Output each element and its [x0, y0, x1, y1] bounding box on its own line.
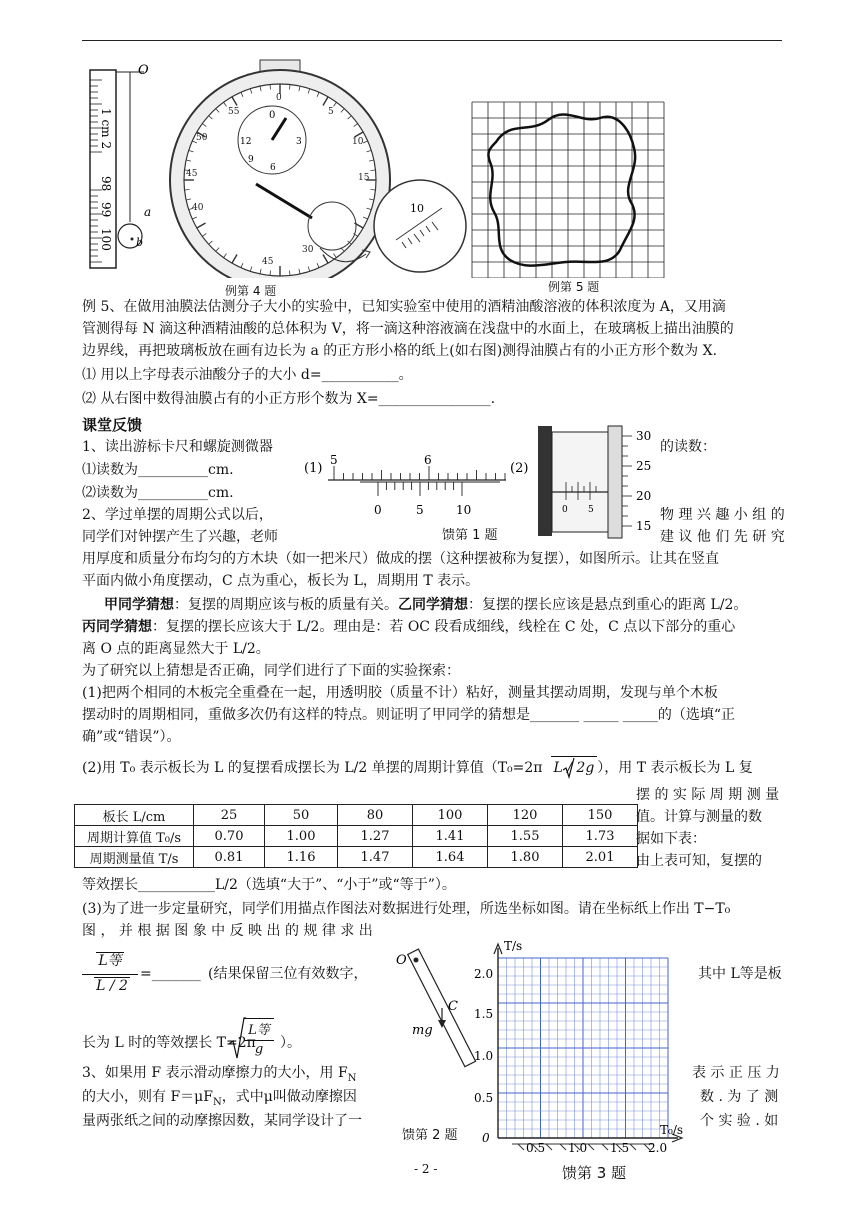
- micrometer-5: 5: [588, 505, 594, 515]
- graph-x-tick: 0.5: [526, 1141, 546, 1155]
- graph-origin: 0: [482, 1131, 490, 1145]
- stopwatch-inner-label: 6: [270, 163, 276, 173]
- graph-y-tick: 0.5: [474, 1091, 494, 1105]
- table-cell: 1.16: [265, 847, 338, 868]
- ex5-line: 边界线，再把玻璃板放在画有边长为 a 的正方形小格的纸上(如右图)测得油膜占有的小正方形个数为 X.: [82, 343, 718, 359]
- table-cell: 1.27: [338, 826, 413, 847]
- step2-radical-sign: [562, 756, 576, 780]
- ruler-b-label: b: [136, 236, 144, 249]
- pendulum-o-label: O: [396, 953, 407, 968]
- table-cell: 120: [488, 805, 563, 826]
- table-cell: 周期计算值 T₀/s: [75, 826, 194, 847]
- stopwatch-outer-label: 5: [328, 107, 334, 117]
- formula-end: ）。: [280, 1035, 301, 1051]
- page-number: - 2 -: [414, 1162, 438, 1176]
- fb3-side: 个 实 验 . 如: [700, 1113, 779, 1129]
- formula-radical-sign: [228, 1014, 246, 1062]
- table-cell: 板长 L/cm: [75, 805, 194, 826]
- table-cell: 0.70: [194, 826, 265, 847]
- formula-rad-num: L等: [244, 1018, 274, 1038]
- graph-y-tick: 1.0: [474, 1049, 494, 1063]
- fb2-line: 建 议 他 们 先 研 究: [660, 529, 785, 545]
- micrometer-figure: [536, 424, 660, 540]
- micrometer-0: 0: [562, 505, 568, 515]
- step2-side: 据如下表：: [636, 831, 706, 847]
- step1-line: (1)把两个相同的木板完全重叠在一起，用透明胶（质量不计）粘好，测量其摆动周期，发现与单个木板: [82, 685, 718, 701]
- caliper-label-1: (1): [304, 461, 323, 476]
- fb3-line: 量两张纸之间的动摩擦因数，某同学设计了一: [82, 1113, 362, 1129]
- stopwatch-outer-label: 30: [302, 245, 314, 255]
- graph-y-label: T/s: [504, 939, 523, 953]
- step2-side: 由上表可知，复摆的: [636, 853, 762, 869]
- table-cell: 100: [413, 805, 488, 826]
- graph-x-label: T₀/s: [660, 1123, 684, 1137]
- fb2-line: 用厚度和质量分布均匀的方木块（如一把米尺）做成的摆（这种摆被称为复摆），如图所示。让其在竖直: [82, 551, 719, 567]
- stopwatch-outer-label: 15: [358, 173, 370, 183]
- stopwatch-outer-label: 55: [228, 107, 240, 117]
- guess-jia-text: ：复摆的周期应该与板的质量有关。: [174, 597, 398, 613]
- fraction-bar: [82, 974, 138, 975]
- pendulum-c-label: C: [448, 999, 458, 1014]
- fb1-reading-2: ⑵读数为__________cm.: [82, 485, 234, 501]
- step1-line: 确”或“错误”）。: [82, 729, 181, 745]
- table-cell: 25: [194, 805, 265, 826]
- table-row: [75, 826, 638, 847]
- formula-rad-bar: [244, 1040, 274, 1041]
- caliper-label-2: (2): [510, 461, 529, 476]
- table-cell: 1.64: [413, 847, 488, 868]
- caliper-main-6: 6: [424, 453, 432, 467]
- period-table: [74, 804, 638, 868]
- table-cell: 1.73: [563, 826, 638, 847]
- table-cell: 周期测量值 T/s: [75, 847, 194, 868]
- oil-film-grid-figure: [470, 100, 666, 278]
- fb1-reading-1: ⑴读数为__________cm.: [82, 462, 234, 478]
- micrometer-30: 30: [636, 429, 652, 443]
- figure5-caption: 例第 5 题: [548, 280, 600, 294]
- vernier-caliper-figure: [300, 450, 540, 544]
- step2-line: [82, 756, 753, 779]
- ex5-question-1: ⑴ 用以上字母表示油酸分子的大小 d=___________。: [82, 367, 413, 383]
- fb2-caption: 馈第 2 题: [402, 1128, 458, 1143]
- table-cell: 1.55: [488, 826, 563, 847]
- fraction-equals: =_______: [140, 966, 201, 982]
- step2-side: 值。计算与测量的数: [636, 809, 762, 825]
- fb2-line: 同学们对钟摆产生了兴趣，老师: [82, 529, 278, 545]
- table-cell: 2.01: [563, 847, 638, 868]
- step2-side: 摆 的 实 际 周 期 测 量: [636, 787, 780, 803]
- step2-text-b: ），用 T 表示板长为 L 复: [597, 760, 753, 776]
- table-row: [75, 847, 638, 868]
- fb3-side: 数 . 为 了 测: [700, 1089, 779, 1105]
- guess-jia-yi: [104, 594, 747, 616]
- caliper-main-5: 5: [330, 453, 338, 467]
- table-cell: 80: [338, 805, 413, 826]
- magnifier-label: 10: [410, 202, 424, 215]
- caliper-vernier-0: 0: [374, 503, 382, 517]
- table-cell: 150: [563, 805, 638, 826]
- stopwatch-inner-label: 9: [248, 155, 254, 165]
- fraction-numerator: L等: [98, 953, 122, 969]
- fb3-line: 的大小，则有 $F=\mu F_N$，式中μ叫做动摩擦因: [82, 1089, 357, 1108]
- fb1-line: 的读数：: [660, 439, 716, 455]
- ex5-line: 管测得每 N 滴这种酒精油酸的总体积为 V，将一滴这种溶液滴在浅盘中的水面上，在玻璃板上描出油膜的: [82, 321, 734, 337]
- fb3-side: 表 示 正 压 力: [692, 1065, 780, 1081]
- fraction-denominator: L / 2: [96, 978, 128, 994]
- fb3-caption: 馈第 3 题: [562, 1164, 627, 1182]
- step1-line: 摆动时的周期相同，重做多次仍有这样的特点。则证明了甲同学的猜想是_______ _____ _____的（选填“正: [82, 707, 736, 723]
- graph-x-tick: 2.0: [648, 1141, 668, 1155]
- header-rule: [82, 40, 782, 41]
- stopwatch-figure: [152, 58, 472, 278]
- guess-bing-text: ：复摆的摆长应该大于 L/2。理由是：若 OC 段看成细线，线栓在 C 处，C 点以下部分的重心: [152, 619, 736, 635]
- step2-text-a: (2)用 T₀ 表示板长为 L 的复摆看成摆长为 L/2 单摆的周期计算值（T₀=2π: [82, 760, 543, 776]
- ex5-question-2: ⑵ 从右图中数得油膜占有的小正方形个数为 X=________________.: [82, 391, 496, 407]
- table-cell: 1.00: [265, 826, 338, 847]
- fb1-line: 1、读出游标卡尺和螺旋测微器: [82, 439, 273, 455]
- caliper-vernier-5: 5: [416, 503, 424, 517]
- stopwatch-outer-label: 45: [186, 169, 198, 179]
- table-cell: 50: [265, 805, 338, 826]
- stopwatch-outer-label: 40: [192, 203, 204, 213]
- ruler-a-label: a: [144, 205, 152, 219]
- fb1-caption: 馈第 1 题: [442, 528, 498, 543]
- graph-x-tick: 1.0: [568, 1141, 588, 1155]
- guess-bing-heading: 丙同学猜想: [82, 619, 152, 635]
- figure4-caption: 例第 4 题: [225, 284, 277, 298]
- guess-bing-line2: 离 O 点的距离显然大于 L/2。: [82, 641, 270, 657]
- ruler-100-label: 100: [99, 228, 113, 251]
- stopwatch-inner-zero: 0: [269, 110, 276, 121]
- stopwatch-outer-label: 45: [262, 257, 274, 267]
- ruler-cm-label: 1 cm 2: [99, 108, 113, 149]
- stopwatch-outer-label: 50: [196, 133, 208, 143]
- step3-formula: 长为 L 时的等效摆长 T=2π: [82, 1035, 256, 1051]
- step3-side: 其中 L等是板: [698, 966, 782, 982]
- micrometer-25: 25: [636, 459, 652, 473]
- table-cell: 1.47: [338, 847, 413, 868]
- explore-line: 为了研究以上猜想是否正确，同学们进行了下面的实验探索：: [82, 663, 460, 679]
- table-cell: 0.81: [194, 847, 265, 868]
- ruler-99-label: 99: [99, 202, 113, 218]
- fb2-line: 物 理 兴 趣 小 组 的: [660, 507, 785, 523]
- guess-yi-heading: 乙同学猜想: [398, 597, 468, 613]
- step3-line: 图 ， 并 根 据 图 象 中 反 映 出 的 规 律 求 出: [82, 923, 373, 939]
- section-heading: 课堂反馈: [82, 416, 143, 434]
- graph-y-tick: 2.0: [474, 967, 494, 981]
- pendulum-mg-label: mg: [412, 1023, 433, 1038]
- table-cell: 1.41: [413, 826, 488, 847]
- table-cell: 1.80: [488, 847, 563, 868]
- t-t0-graph: [468, 938, 692, 1158]
- stopwatch-inner-label: 3: [296, 137, 302, 147]
- micrometer-15: 15: [636, 519, 652, 533]
- guess-bing: [82, 616, 735, 638]
- fb2-line: 2、学过单摆的周期公式以后，: [82, 507, 273, 523]
- step3-line: (3)为了进一步定量研究，同学们用描点作图法对数据进行处理，所选坐标如图。请在坐标纸上作出 T−T₀: [82, 901, 731, 917]
- table-header-row: [75, 805, 638, 826]
- ex5-line: 例 5、在做用油膜法估测分子大小的实验中，已知实验室中使用的酒精油酸溶液的体积浓度为 A，又用滴: [82, 299, 726, 315]
- guess-jia-heading: 甲同学猜想: [104, 597, 174, 613]
- guess-yi-text: ：复摆的摆长应该是悬点到重心的距离 L/2。: [468, 597, 748, 613]
- ruler-o-label: O: [138, 63, 149, 78]
- caliper-vernier-10: 10: [456, 503, 472, 517]
- stopwatch-outer-label: 10: [352, 137, 364, 147]
- step2-sqrt: L / 2g: [551, 756, 598, 779]
- stopwatch-outer-label: 0: [276, 93, 282, 103]
- graph-x-tick: 1.5: [610, 1141, 630, 1155]
- graph-y-tick: 1.5: [474, 1007, 494, 1021]
- ruler-98-label: 98: [99, 176, 113, 192]
- step2-conclusion: 等效摆长___________L/2（选填“大于”、“小于”或“等于”）。: [82, 877, 456, 893]
- ruler-pendulum-figure: [86, 60, 156, 272]
- fb2-line: 平面内做小角度摆动，C 点为重心，板长为 L，周期用 T 表示。: [82, 573, 480, 589]
- stopwatch-inner-label: 12: [240, 137, 252, 147]
- formula-rad-den: g: [254, 1042, 264, 1057]
- fb3-line: 3、如果用 F 表示滑动摩擦力的大小，用 $F_N$: [82, 1065, 357, 1084]
- micrometer-20: 20: [636, 489, 652, 503]
- step3-line: (结果保留三位有效数字，: [208, 966, 368, 982]
